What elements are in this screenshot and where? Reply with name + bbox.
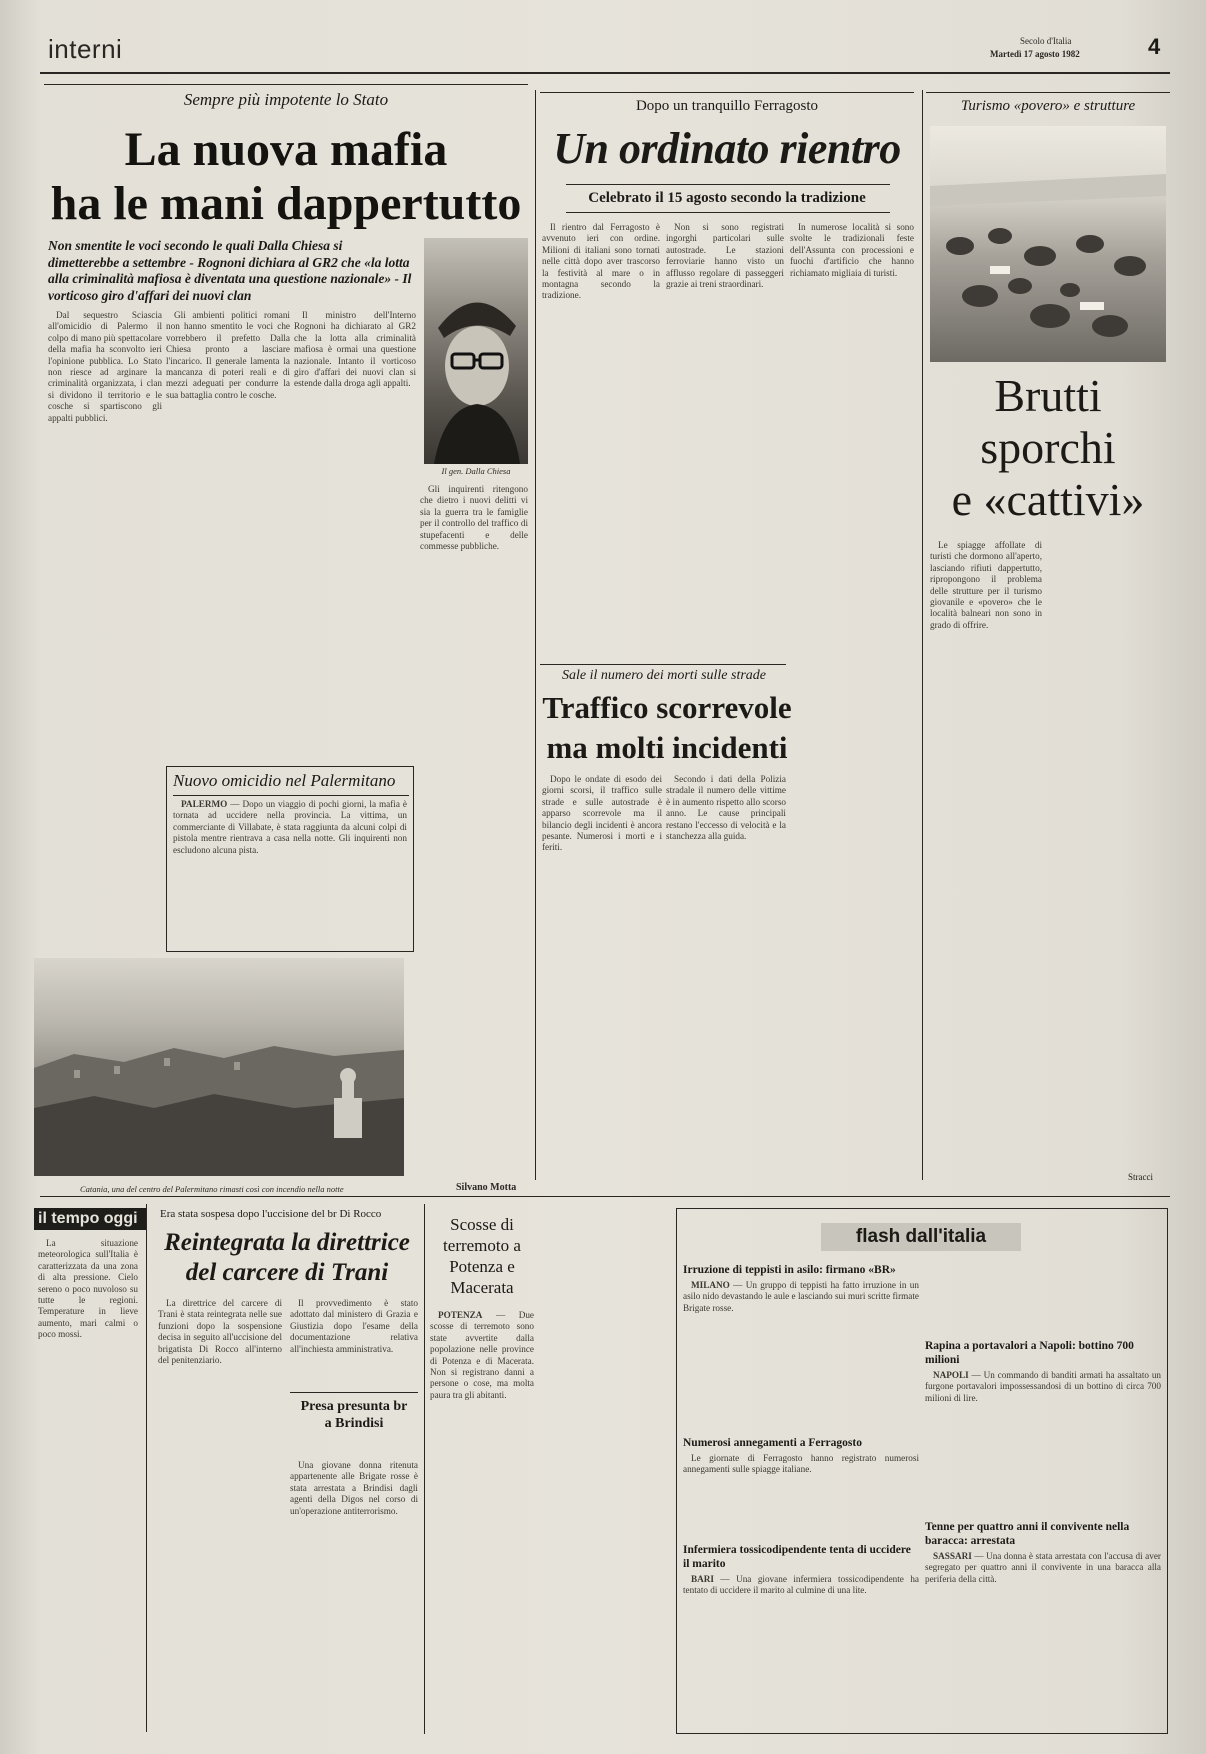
trani-headline-line1: Reintegrata la direttrice bbox=[164, 1229, 410, 1256]
traffico-body-col1 bbox=[542, 774, 662, 1176]
crowd-icon bbox=[930, 126, 1166, 362]
box-rule bbox=[540, 92, 914, 93]
scosse-dateline: POTENZA bbox=[438, 1310, 483, 1320]
flash-item-body: BARI — Una giovane infermiera tossicodipendente ha tentato di uccidere il marito al culmine di una lite. bbox=[683, 1574, 919, 1596]
mafia-kicker: Sempre più impotente lo Stato bbox=[183, 90, 389, 109]
flash-item-dateline: SASSARI bbox=[933, 1551, 972, 1561]
rientro-body-col3 bbox=[790, 222, 914, 652]
flash-item-title: Irruzione di teppisti in asilo: firmano «BR» bbox=[683, 1264, 896, 1276]
section-label: interni bbox=[48, 34, 123, 64]
brindisi-text: Una giovane donna ritenuta appartenente alle Brigate rosse è stata arrestata a Brindisi dagli agenti della Digos nel corso di un'operazione antiterrorismo. bbox=[290, 1460, 418, 1516]
turismo-headline-line1: Brutti bbox=[994, 370, 1102, 421]
column-rule bbox=[922, 90, 923, 1180]
omicidio-text: Dopo un viaggio di pochi giorni, la mafia è tornata ad uccidere nella provincia. La vittima, un commerciante di Villabate, è stata raggiunta da alcuni colpi di pistola mentre rientrava a casa nella notte. Gli inquirenti non escludono alcuna pista. bbox=[173, 799, 407, 855]
flash-item-body bbox=[683, 1453, 919, 1539]
trani-headline-line2: del carcere di Trani bbox=[185, 1259, 389, 1286]
traffico-text: Dopo le ondate di esodo dei giorni scorsi, il traffico sulle strade e sulle autostrade è apparso scorrevole ma il bilancio degli incidenti è ancora pesante. Numerosi i morti e i feriti. bbox=[542, 774, 662, 853]
trani-text: Il provvedimento è stato adottato dal ministero di Grazia e Giustizia dopo l'esame della documentazione relativa all'inchiesta amministrativa. bbox=[290, 1298, 418, 1354]
trani-body-col1 bbox=[158, 1298, 282, 1728]
flash-item-text: Le giornate di Ferragosto hanno registrato numerosi annegamenti sulle spiagge italiane. bbox=[683, 1453, 919, 1475]
flash-item-dateline: BARI bbox=[691, 1574, 714, 1584]
scosse-text: Due scosse di terremoto sono state avvertite dalla popolazione nelle province di Potenza e di Macerata. Non si registrano danni a persone o cose, ma molta paura tra gli abitanti. bbox=[430, 1310, 534, 1400]
subhead-rule bbox=[566, 212, 890, 213]
palermitano-photo bbox=[34, 958, 404, 1176]
weather-box bbox=[34, 1204, 147, 1732]
column-rule bbox=[535, 90, 536, 1180]
traffico-body-col2 bbox=[666, 774, 786, 1176]
mafia-headline-line2: ha le mani dappertutto bbox=[50, 177, 522, 230]
traffico-body-col3 bbox=[542, 1204, 666, 1728]
portrait-icon bbox=[424, 238, 528, 464]
flash-item-body: MILANO — Un gruppo di teppisti ha fatto irruzione in un asilo nido devastando le aule e lasciando sui muri scritte firmate Brigate rosse. bbox=[683, 1280, 919, 1313]
flash-item-dateline: MILANO bbox=[691, 1280, 730, 1290]
turismo-byline: Stracci bbox=[1128, 1172, 1153, 1182]
box-rule bbox=[926, 92, 1170, 93]
flash-item-title: Infermiera tossicodipendente tenta di uccidere il marito bbox=[683, 1544, 911, 1570]
flash-banner: flash dall'italia bbox=[821, 1223, 1021, 1251]
box-rule bbox=[540, 664, 786, 665]
traffico-headline-line1: Traffico scorrevole bbox=[542, 690, 792, 725]
omicidio-dateline: PALERMO bbox=[181, 799, 228, 809]
mafia-text: Dal sequestro Sciascia all'omicidio di Palermo il colpo di mano più spettacolare della mafia ha sconvolto ieri l'opinione pubblica. Lo Stato non riesce ad arginare la criminalità organizzata, i clan si dividono il territorio e le cosche si spartiscono gli appalti pubblici. bbox=[48, 310, 162, 423]
mafia-text: Il ministro dell'Interno Rognoni ha dichiarato al GR2 che la lotta alla criminalità mafiosa è ormai una questione nazionale. Intanto il vorticoso giro d'affari dei nuovi clan si estende dalla droga agli appalti. bbox=[294, 310, 416, 389]
turismo-headline-line2: sporchi bbox=[980, 422, 1116, 473]
flash-col-left bbox=[683, 1263, 919, 1727]
flash-item-text: Una donna è stata arrestata con l'accusa di aver segregato per quattro anni il convivente in una baracca alla periferia della città. bbox=[925, 1551, 1161, 1584]
mafia-body-col1 bbox=[48, 310, 162, 728]
rientro-text: In numerose località si sono svolte le tradizionali feste dell'Assunta con processioni e fuochi d'artificio che hanno richiamato migliaia di turisti. bbox=[790, 222, 914, 278]
trani-kicker: Era stata sospesa dopo l'uccisione del br Di Rocco bbox=[160, 1208, 382, 1220]
flash-item-title: Numerosi annegamenti a Ferragosto bbox=[683, 1437, 862, 1449]
mafia-headline-line1: La nuova mafia bbox=[124, 123, 448, 176]
flash-item-text: Un commando di banditi armati ha assaltato un furgone portavalori impossessandosi di un bottino di circa 700 milioni di lire. bbox=[925, 1370, 1161, 1403]
rientro-text: Il rientro dal Ferragosto è avvenuto ieri con ordine. Milioni di italiani sono tornati nelle città dopo aver trascorso la festività al mare o in montagna secondo la tradizione. bbox=[542, 222, 660, 301]
mafia-text: Gli inquirenti ritengono che dietro i nuovi delitti vi sia la guerra tra le famiglie per il controllo del traffico di stupefacenti e delle commesse pubbliche. bbox=[420, 484, 528, 552]
photo-caption: Catania, una del centro del Palermitano rimasti così con incendio nella notte bbox=[80, 1184, 344, 1194]
turismo-body-col2 bbox=[1048, 540, 1164, 1068]
brindisi-body bbox=[290, 1460, 418, 1728]
box-rule bbox=[44, 84, 528, 85]
trani-text: La direttrice del carcere di Trani è stata reintegrata nelle sue funzioni dopo la sospensione decisa in seguito all'uccisione del brigatista Di Rocco all'interno del penitenziario. bbox=[158, 1298, 282, 1366]
flash-item-body: NAPOLI — Un commando di banditi armati ha assaltato un furgone portavalori impossessandosi di un bottino di circa 700 milioni di lire. bbox=[925, 1370, 1161, 1403]
traffico-text: Secondo i dati della Polizia stradale il numero delle vittime è in aumento rispetto allo scorso anno. Le cause principali restano l'eccesso di velocità e la stanchezza alla guida. bbox=[666, 774, 786, 842]
photo-credit: Silvano Motta bbox=[456, 1182, 517, 1193]
side-rule bbox=[290, 1392, 418, 1393]
mafia-body-col3 bbox=[294, 310, 416, 712]
trani-body-col2 bbox=[290, 1298, 418, 1390]
subhead-rule bbox=[566, 184, 890, 185]
masthead-rule bbox=[40, 72, 1170, 74]
turismo-body-col1 bbox=[930, 540, 1042, 1068]
mafia-body-col4 bbox=[420, 484, 528, 954]
flash-item-body bbox=[925, 1263, 1161, 1335]
column-rule bbox=[424, 1204, 425, 1734]
rientro-subhead: Celebrato il 15 agosto secondo la tradizione bbox=[588, 190, 866, 206]
scosse-body: POTENZA — Due scosse di terremoto sono state avvertite dalla popolazione nelle province di Potenza e di Macerata. Non si registrano danni a persone o cose, ma molta paura tra gli abitanti. bbox=[430, 1310, 534, 1400]
weather-text: La situazione meteorologica sull'Italia è caratterizzata da una zona di alta pressione. Cielo sereno o poco nuvoloso su tutte le regioni. Temperature in lieve aumento, mari calmi o poco mossi. bbox=[38, 1238, 138, 1340]
issue-date: Martedì 17 agosto 1982 bbox=[990, 49, 1080, 59]
mafia-body-col2 bbox=[166, 310, 290, 712]
turismo-headline-line3: e «cattivi» bbox=[951, 474, 1145, 525]
rientro-text: Non si sono registrati ingorghi particolari sulle autostrade. Le stazioni ferroviarie hanno visto un afflusso regolare di passeggeri grazie ai treni straordinari. bbox=[666, 222, 784, 290]
rientro-headline: Un ordinato rientro bbox=[553, 124, 901, 173]
flash-item-title: Tenne per quattro anni il convivente nella baracca: arrestata bbox=[925, 1521, 1130, 1547]
flash-box bbox=[676, 1208, 1168, 1734]
rientro-body-col2 bbox=[666, 222, 784, 644]
flash-item-dateline: NAPOLI bbox=[933, 1370, 969, 1380]
dalla-chiesa-portrait bbox=[424, 238, 528, 464]
brindisi-headline: Presa presunta br a Brindisi bbox=[300, 1399, 408, 1431]
flash-item-body: SASSARI — Una donna è stata arrestata con l'accusa di aver segregato per quattro anni il convivente in una baracca alla periferia della città. bbox=[925, 1551, 1161, 1584]
rientro-kicker: Dopo un tranquillo Ferragosto bbox=[635, 98, 819, 114]
mafia-deck: Non smentite le voci secondo le quali Dalla Chiesa si dimetterebbe a settembre - Rognoni dichiara al GR2 che «la lotta alla criminalità mafiosa è diventata una questione nazionale» - Il vorticoso giro d'affari dei nuovi clan bbox=[48, 238, 412, 303]
beach-crowd-photo bbox=[930, 126, 1166, 362]
city-landscape-icon bbox=[34, 958, 404, 1176]
flash-item-text: Un gruppo di teppisti ha fatto irruzione in un asilo nido devastando le aule e lasciando sui muri scritte firmate Brigate rosse. bbox=[683, 1280, 919, 1313]
flash-item-title: Rapina a portavalori a Napoli: bottino 700 milioni bbox=[925, 1340, 1134, 1366]
weather-body bbox=[38, 1238, 138, 1728]
flash-item-text: Una giovane infermiera tossicodipendente ha tentato di uccidere il marito al culmine di una lite. bbox=[683, 1574, 919, 1596]
traffico-headline-line2: ma molti incidenti bbox=[546, 730, 788, 765]
omicidio-box bbox=[166, 766, 414, 952]
weather-title: il tempo oggi bbox=[34, 1208, 146, 1230]
rientro-body-col1 bbox=[542, 222, 660, 644]
bottom-rule bbox=[40, 1196, 1170, 1197]
portrait-caption: Il gen. Dalla Chiesa bbox=[441, 466, 511, 476]
paper-name: Secolo d'Italia bbox=[1020, 36, 1072, 46]
omicidio-headline: Nuovo omicidio nel Palermitano bbox=[173, 771, 409, 796]
omicidio-body: PALERMO — Dopo un viaggio di pochi giorni, la mafia è tornata ad uccidere nella provincia. La vittima, un commerciante di Villabate, è stata raggiunta da alcuni colpi di pistola mentre rientrava a casa nella notte. Gli inquirenti non escludono alcuna pista. bbox=[173, 799, 407, 855]
flash-col-right bbox=[925, 1263, 1161, 1727]
page-number: 4 bbox=[1148, 34, 1161, 59]
traffico-kicker: Sale il numero dei morti sulle strade bbox=[562, 668, 767, 683]
turismo-text: Le spiagge affollate di turisti che dormono all'aperto, lasciando rifiuti dappertutto, ripropongono il problema delle strutture per il turismo giovanile e «povero» che le località balneari non sono in grado di offrire. bbox=[930, 540, 1042, 630]
mafia-text: Gli ambienti politici romani non hanno smentito le voci che vorrebbero il prefetto Dalla Chiesa pronto a lasciare l'incarico. Il generale lamenta la mancanza di poteri reali e di mezzi adeguati per condurre la sua battaglia contro le cosche. bbox=[166, 310, 290, 400]
scosse-headline: Scosse di terremoto a Potenza e Macerata bbox=[443, 1215, 521, 1297]
turismo-kicker: Turismo «povero» e strutture bbox=[960, 98, 1136, 114]
